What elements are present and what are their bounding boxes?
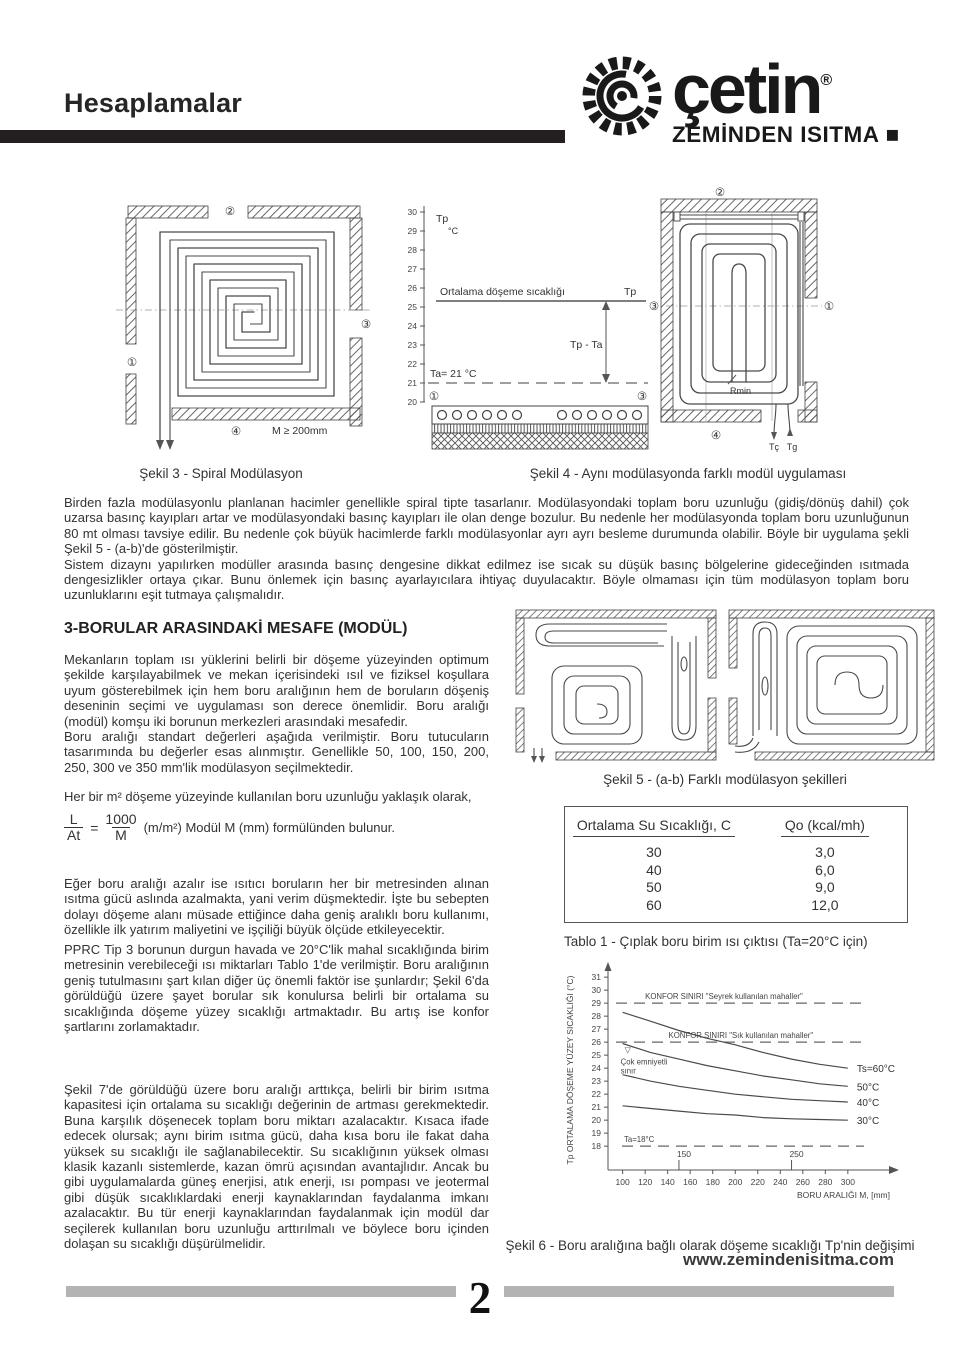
figure-5-modulation-diagrams [512,606,938,764]
section-paragraph-1: Mekanların toplam ısı yüklerini belirli bir döşeme yüzeyinden optimum şekilde karşılayabilmek ve mekan içerisindeki ısıl ve fiziksel koşullara uyum gösterebilmek için hem boru aralığının hem de boruların döşeniş deseninin seçimi ve uygulaması son derece önemlidir. Boru aralığı (modül) komşu iki borunun merkezleri arasındaki mesafedir. [64,652,489,729]
intro-paragraph-2: Sistem dizaynı yapılırken modüller arasında basınç dengesine dikkat edilmez ise sıcak su düşük basınç bölgelerine gideceğinden ısıtmada dengesizlikler ortaya çıkar. Bunu önlemek için basınç ayarlayıcılara ihtiyaç duyulacaktır. Böyle olmaması için tüm modülasyon toplam boru uzunluklarını eşit tutmaya çalışmalıdır. [64,556,909,603]
section-paragraph-4: Eğer boru aralığı azalır ise ısıtıcı boruların her bir metresinden alınan ısıtma gücü aslında azalmakta, yani verim düşmektedir. İşte bu sebepten dolayı döşeme alanı müsade ettiğince daha geniş aralıklı boru kullanımı, özellikle ilk yatırım maliyetini ve işçiliği büyük ölçüde etkileyecektir. [64,876,489,938]
figure-4-temperature-diagram [392,198,660,461]
formula-rhs-numerator: 1000 [105,811,137,827]
svg-text:19: 19 [591,1128,601,1139]
fig4-tp-right: Tp [624,286,637,298]
fig3-dimension: M ≥ 200mm [272,425,328,437]
svg-text:26: 26 [407,283,417,293]
svg-text:18: 18 [591,1141,601,1152]
svg-text:28: 28 [407,245,417,255]
section-paragraph-block [64,652,489,775]
footer-bar-right [504,1286,894,1297]
section-heading: 3-BORULAR ARASINDAKİ MESAFE (MODÜL) [64,620,408,637]
svg-text:24: 24 [591,1063,601,1074]
fig4-plan-label-3: ③ [648,301,660,313]
svg-text:KONFOR SINIRI "Sık kullanılan: KONFOR SINIRI "Sık kullanılan mahaller" [668,1031,814,1041]
svg-text:260: 260 [795,1177,810,1187]
table-header-qo: Qo (kcal/mh) [743,817,907,837]
svg-text:50°C: 50°C [856,1082,880,1094]
svg-text:220: 220 [750,1177,765,1187]
svg-text:22: 22 [591,1089,601,1100]
figure-6-caption: Şekil 6 - Boru aralığına bağlı olarak döşeme sıcaklığı Tp'nin değişimi [505,1238,915,1253]
svg-text:24: 24 [407,321,417,331]
fig4-label-3: ③ [636,391,648,403]
svg-text:240: 240 [773,1177,788,1187]
figure-3-caption: Şekil 3 - Spiral Modülasyon [139,466,303,481]
fig4-tc-label: Tç [769,442,779,452]
table-1-heat-output [564,806,908,923]
svg-text:300: 300 [840,1177,855,1187]
svg-text:21: 21 [591,1102,601,1113]
svg-text:27: 27 [407,264,417,274]
fig4-tp-axis: Tp [436,213,449,225]
formula-rhs-denominator: M [112,827,130,843]
fig3-label-1: ① [126,357,138,369]
figure-5a-diagram [512,606,720,764]
svg-text:250: 250 [789,1149,804,1159]
svg-text:140: 140 [660,1177,675,1187]
svg-text:23: 23 [591,1076,601,1087]
svg-text:150: 150 [676,1149,692,1159]
svg-text:KONFOR SINIRI "Seyrek kullanıl: KONFOR SINIRI "Seyrek kullanılan mahaller" [645,992,803,1002]
formula-equals: = [90,819,99,836]
svg-text:31: 31 [591,972,601,983]
page-number: 2 [468,1273,492,1323]
svg-text:26: 26 [591,1037,601,1048]
figure-4-plan-diagram [646,186,838,467]
svg-text:22: 22 [407,359,417,369]
formula-tail: (m/m²) Modül M (mm) formülünden bulunur. [143,820,395,835]
section-paragraph-3: Her bir m² döşeme yüzeyinde kullanılan boru uzunluğu yaklaşık olarak, [64,789,472,804]
svg-text:20: 20 [591,1115,601,1126]
svg-text:21: 21 [407,378,417,388]
svg-text:23: 23 [407,340,417,350]
figure-3-spiral-diagram [112,188,374,465]
svg-text:BORU ARALIĞI M, [mm]: BORU ARALIĞI M, [mm] [796,1190,890,1200]
svg-text:100: 100 [615,1177,630,1187]
fig3-label-4: ④ [230,426,242,438]
svg-text:27: 27 [591,1024,601,1035]
svg-text:180: 180 [705,1177,720,1187]
table-row: 30 3,0 [646,844,835,860]
fig4-line-label: Ortalama döşeme sıcaklığı [440,286,565,298]
svg-text:29: 29 [591,998,601,1009]
formula-lhs-numerator: L [69,811,78,827]
svg-text:120: 120 [638,1177,653,1187]
fig4-label-1: ① [428,391,440,403]
fig4-plan-label-4: ④ [710,430,722,442]
figure-5-caption: Şekil 5 - (a-b) Farklı modülasyon şekilleri [603,772,847,787]
intro-paragraph-1: Birden fazla modülasyonlu planlanan hacimler genellikle spiral tipte tasarlanır. Modülasyondaki toplam boru uzunluğu (gidiş/dönüş dahil) çok uzarsa basınç kayıpları artar ve modülasyondaki basınç kayıpları ile olan denge bozulur. Bu nedenle her modülasyonda toplam boru uzunluğunun 80 mt olması tavsiye edilir. Bu nedenle çok büyük hacimlerde farklı modülasyonlar ayrı ayrı besleme durumunda olabilir. Böyle bir uygulama şekli Şekil 5 - (a-b)'de gösterilmiştir. [64,495,909,557]
brand-name: çetin® [672,50,833,128]
company-logo [578,50,908,145]
header-rule [0,130,565,143]
figure-6-chart [562,958,942,1235]
svg-text:30: 30 [591,985,601,996]
pipe-length-formula [64,812,395,843]
table-header-water-temp: Ortalama Su Sıcaklığı, C [565,817,743,837]
table-1-caption: Tablo 1 - Çıplak boru birim ısı çıktısı (Ta=20°C için) [564,934,868,949]
fig4-rmin-label: Rmin [730,386,752,396]
svg-text:Ts=60°C: Ts=60°C [856,1064,896,1076]
figure-4-caption: Şekil 4 - Aynı modülasyonda farklı modül uygulaması [529,466,847,481]
table-row: 50 9,0 [646,879,835,895]
svg-text:160: 160 [683,1177,698,1187]
svg-text:29: 29 [407,226,417,236]
svg-text:sınır: sınır [620,1066,636,1076]
fig4-plan-label-2: ② [714,187,726,199]
formula-lhs-denominator: At [64,827,83,843]
fig4-unit: °C [448,226,459,236]
fig4-tg-label: Tg [786,442,798,452]
section-paragraph-6: Şekil 7'de görüldüğü üzere boru aralığı arttıkça, belirli bir birim ısıtma kapasitesi için ortalama su sıcaklığı değerinin de artması gerekmektedir. Buna karşılık döşenecek toplam boru miktarı azalacaktır. Kısaca ifade edecek olursak; aynı birim ısıtma gücü, daha kısa boru ile fakat daha yüksek su sıcaklığı ile sağlanabilecektir. Su sıcaklığının yüksek olması klasik kazanlı sistemlerde, kazan ömrü açısından avantajlıdır. Ancak bu gibi uygulamalarda güneş enerjisi, atık enerji, ısı pompası ve jeotermal gibi düşük sıcaklıklardaki enerji kaynaklarından faydalanma imkanı azalacaktır. Bu tür enerji kaynaklarından faydalanmak için modül dar seçilerek kullanılan boru uzunluğu arttırılmalı ve böylece boru içinden dolaşan su sıcaklığı düşürülmelidir. [64,1082,489,1252]
svg-text:280: 280 [818,1177,833,1187]
fig3-label-3: ③ [360,319,372,331]
table-row: 60 12,0 [646,896,839,913]
svg-text:28: 28 [591,1011,601,1022]
svg-text:30°C: 30°C [856,1116,880,1128]
svg-text:▽: ▽ [624,1045,631,1055]
brand-tagline: ZEMİNDEN ISITMA ■ [672,122,900,147]
svg-text:20: 20 [407,397,417,407]
svg-text:30: 30 [407,207,417,217]
gear-icon [578,50,666,147]
svg-text:Çok emniyetli: Çok emniyetli [620,1057,668,1067]
fig4-ta-label: Ta= 21 °C [430,368,477,380]
footer-bar-left [66,1286,456,1297]
svg-text:40°C: 40°C [856,1097,880,1109]
fig4-diff-label: Tp - Ta [570,339,603,351]
svg-text:25: 25 [407,302,417,312]
website-url: www.zemindenisitma.com [683,1250,894,1269]
svg-text:Ta=18°C: Ta=18°C [624,1135,655,1145]
svg-text:25: 25 [591,1050,601,1061]
tagline-square: ■ [885,122,900,147]
intro-paragraphs [64,495,909,603]
svg-text:Tp ORTALAMA DÖŞEME YÜZEY SICAK: Tp ORTALAMA DÖŞEME YÜZEY SICAKLIĞI (°C) [565,975,575,1165]
section-paragraph-2: Boru aralığı standart değerleri aşağıda verilmiştir. Boru tutucuların tasarımında bu değerler esas alınmıştır. Genellikle 50, 100, 150, 200, 250, 300 ve 350 mm'lik modülasyon seçilmektedir. [64,729,489,775]
svg-text:200: 200 [728,1177,743,1187]
fig4-plan-label-1: ① [823,301,835,313]
table-row: 40 6,0 [646,861,835,878]
section-paragraph-5: PPRC Tip 3 borunun durgun havada ve 20°C'lik mahal sıcaklığında birim metresinin verebileceği ısı miktarları Tablo 1'de verilmiştir. Boru aralığının geniş tutulmasını şart kılan diğer üç önemli faktör ise şunlardır; Şekil 6'da görüldüğü üzere şayet borular sık konulursa belirli bir ortalama su sıcaklığında döşeme yüzey sıcaklığı artmaktadır. Bu artış ise konfor şartlarını zorlamaktadır. [64,942,489,1035]
figure-5b-diagram [725,606,938,764]
fig3-label-2: ② [224,206,236,218]
page-title: Hesaplamalar [64,88,243,118]
registered-mark: ® [820,72,833,89]
